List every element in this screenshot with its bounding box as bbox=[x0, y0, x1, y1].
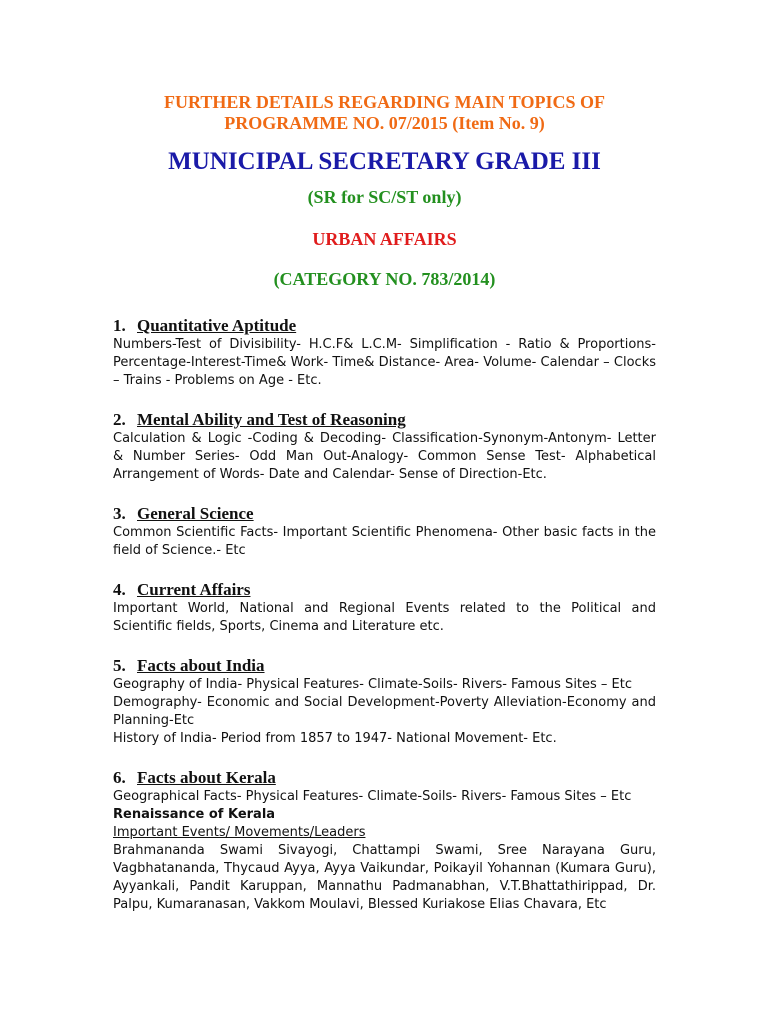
section-text-line: History of India- Period from 1857 to 1947- National Movement- Etc. bbox=[113, 731, 557, 746]
section-text: Brahmananda Swami Sivayogi, Chattampi Swami, Sree Narayana Guru, Vagbhatananda, Thycaud Ayya, Ayya Vaikundar, Poikayil Yohannan (Kumara Guru), Ayyankali, Pandit Karuppan, Mannathu Padmanabhan, V.T.Bhattathirippad, Dr. Palpu, Kumaranasan, Vakkom Moulavi, Blessed Kuriakose Elias Chavara, Etc bbox=[113, 843, 656, 912]
section-title: Facts about Kerala bbox=[137, 768, 276, 787]
section-heading bbox=[113, 410, 656, 430]
section-number: 3. bbox=[113, 504, 126, 523]
document-page bbox=[113, 88, 656, 914]
section-title: General Science bbox=[137, 504, 254, 523]
section-mental-ability bbox=[113, 410, 656, 484]
section-text: Important World, National and Regional Events related to the Political and Scientific fields, Sports, Cinema and Literature etc. bbox=[113, 601, 656, 634]
section-heading bbox=[113, 768, 656, 788]
section-title: Mental Ability and Test of Reasoning bbox=[137, 410, 406, 429]
section-number: 5. bbox=[113, 656, 126, 675]
section-number: 6. bbox=[113, 768, 126, 787]
section-quantitative-aptitude bbox=[113, 316, 656, 390]
section-number: 2. bbox=[113, 410, 126, 429]
section-text-line: Demography- Economic and Social Development-Poverty Alleviation-Economy and Planning-Etc bbox=[113, 695, 656, 728]
post-title: MUNICIPAL SECRETARY GRADE III bbox=[168, 148, 601, 175]
section-number: 1. bbox=[113, 316, 126, 335]
category-number: (CATEGORY NO. 783/2014) bbox=[273, 269, 496, 289]
sr-note: (SR for SC/ST only) bbox=[307, 187, 462, 207]
section-title: Current Affairs bbox=[137, 580, 251, 599]
section-text: Numbers-Test of Divisibility- H.C.F& L.C.M- Simplification - Ratio & Proportions- Percentage-Interest-Time& Work- Time& Distance- Area- Volume- Calendar – Clocks – Trains - Problems on Age - Etc. bbox=[113, 337, 656, 388]
renaissance-subheading: Renaissance of Kerala bbox=[113, 807, 276, 822]
section-heading bbox=[113, 504, 656, 524]
further-details-heading: FURTHER DETAILS REGARDING MAIN TOPICS OF PROGRAMME NO. 07/2015 (Item No. 9) bbox=[164, 92, 605, 133]
section-facts-about-india bbox=[113, 656, 656, 748]
section-title: Facts about India bbox=[137, 656, 265, 675]
events-subheading: Important Events/ Movements/Leaders bbox=[113, 825, 366, 840]
section-facts-about-kerala bbox=[113, 768, 656, 914]
section-heading bbox=[113, 656, 656, 676]
section-text: Calculation & Logic -Coding & Decoding- Classification-Synonym-Antonym- Letter & Number Series- Odd Man Out-Analogy- Common Sense Test- Alphabetical Arrangement of Words- Date and Calendar- Sense of Direction-Etc. bbox=[113, 431, 656, 482]
section-text-line: Geography of India- Physical Features- Climate-Soils- Rivers- Famous Sites – Etc bbox=[113, 677, 633, 692]
section-title: Quantitative Aptitude bbox=[137, 316, 297, 335]
section-heading bbox=[113, 316, 656, 336]
section-general-science bbox=[113, 504, 656, 560]
section-text-line: Geographical Facts- Physical Features- Climate-Soils- Rivers- Famous Sites – Etc bbox=[113, 789, 632, 804]
section-number: 4. bbox=[113, 580, 126, 599]
section-current-affairs bbox=[113, 580, 656, 636]
department-heading: URBAN AFFAIRS bbox=[312, 229, 457, 249]
section-heading bbox=[113, 580, 656, 600]
section-text: Common Scientific Facts- Important Scientific Phenomena- Other basic facts in the field of Science.- Etc bbox=[113, 525, 656, 558]
